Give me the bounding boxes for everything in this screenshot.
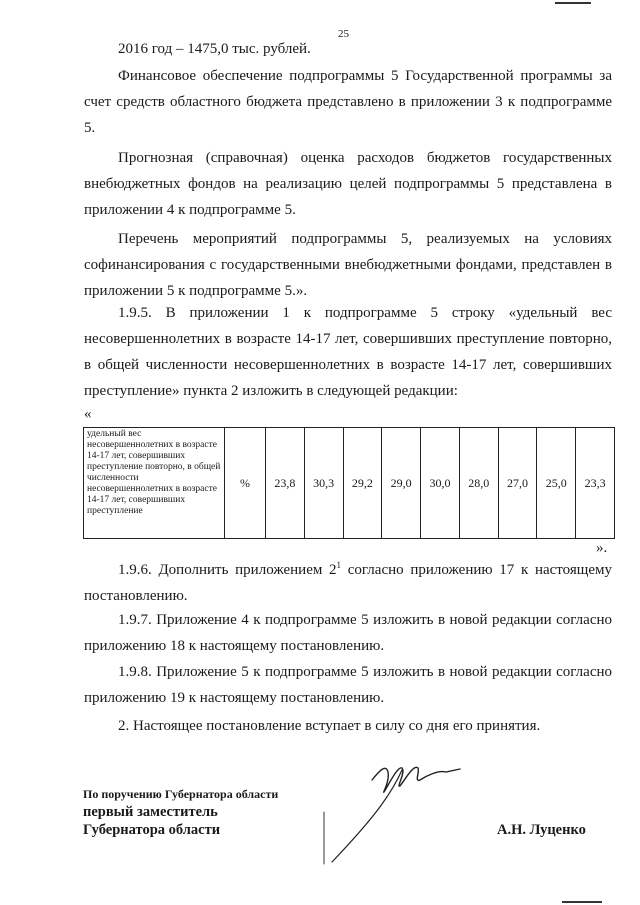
quote-close-mark: ». (596, 540, 608, 556)
paragraph-1-9-6-text-end: согласно приложению 17 к настоящему постановлению. (84, 562, 612, 604)
scan-mark-top (555, 2, 591, 4)
paragraph-1-9-5: 1.9.5. В приложении 1 к подпрограмме 5 строку «удельный вес несовершеннолетних в возрасте 14-17 лет, совершивших преступление повторно, в общей численности несовершеннолетних в возрасте 14-17 лет, совершивших преступление» пункта 2 изложить в следующей редакции: (84, 305, 612, 399)
indicator-value: 29,0 (382, 428, 421, 539)
paragraph-financial-support: Финансовое обеспечение подпрограммы 5 Государственной программы за счет средств областного бюджета представлено в приложении 3 к подпрограмме 5. (84, 68, 612, 136)
paragraph-forecast-estimate: Прогнозная (справочная) оценка расходов бюджетов государственных внебюджетных фондов на реализацию целей подпрограммы 5 представлена в приложении 4 к подпрограмме 5. (84, 150, 612, 218)
indicator-value: 30,0 (421, 428, 460, 539)
paragraph-1-9-8: 1.9.8. Приложение 5 к подпрограмме 5 изложить в новой редакции согласно приложению 19 к настоящему постановлению. (84, 664, 612, 706)
indicator-value: 29,2 (343, 428, 382, 539)
handwritten-signature (310, 742, 470, 867)
signature-position-line: первый заместитель (83, 804, 218, 820)
quote-open-mark: « (84, 406, 92, 422)
indicator-value: 30,3 (304, 428, 343, 539)
paragraph-activities-list: Перечень мероприятий подпрограммы 5, реализуемых на условиях софинансирования с государственными внебюджетными фондами, представлен в приложении 5 к подпрограмме 5.». (84, 231, 612, 299)
paragraph-funding-2016: 2016 год – 1475,0 тыс. рублей. (118, 41, 311, 57)
paragraph-1-9-6 (84, 557, 612, 609)
indicator-value: 28,0 (459, 428, 498, 539)
signature-position-line: Губернатора области (83, 822, 221, 838)
paragraph-1-9-7: 1.9.7. Приложение 4 к подпрограмме 5 изложить в новой редакции согласно приложению 18 к настоящему постановлению. (84, 612, 612, 654)
table-row (84, 428, 615, 539)
indicator-unit: % (225, 428, 266, 539)
indicator-value: 25,0 (537, 428, 576, 539)
superscript-index: 1 (336, 560, 342, 570)
indicator-value: 23,8 (266, 428, 305, 539)
scan-mark-bottom (562, 901, 602, 903)
paragraph-2: 2. Настоящее постановление вступает в силу со дня его принятия. (118, 718, 541, 734)
indicator-value: 27,0 (498, 428, 537, 539)
indicator-value: 23,3 (576, 428, 615, 539)
signatory-name: А.Н. Луценко (497, 822, 586, 838)
indicator-table (83, 427, 615, 539)
paragraph-1-9-6-text: 1.9.6. Дополнить приложением 2 (118, 562, 337, 578)
indicator-label: удельный вес несовершеннолетних в возрасте 14-17 лет, совершивших преступление повторно, в общей численности несовершеннолетних в возрасте 14-17 лет, совершивших преступление (84, 428, 225, 539)
page-number: 25 (338, 28, 349, 40)
signature-position-block (83, 785, 278, 839)
signature-position-line: По поручению Губернатора области (83, 787, 279, 801)
